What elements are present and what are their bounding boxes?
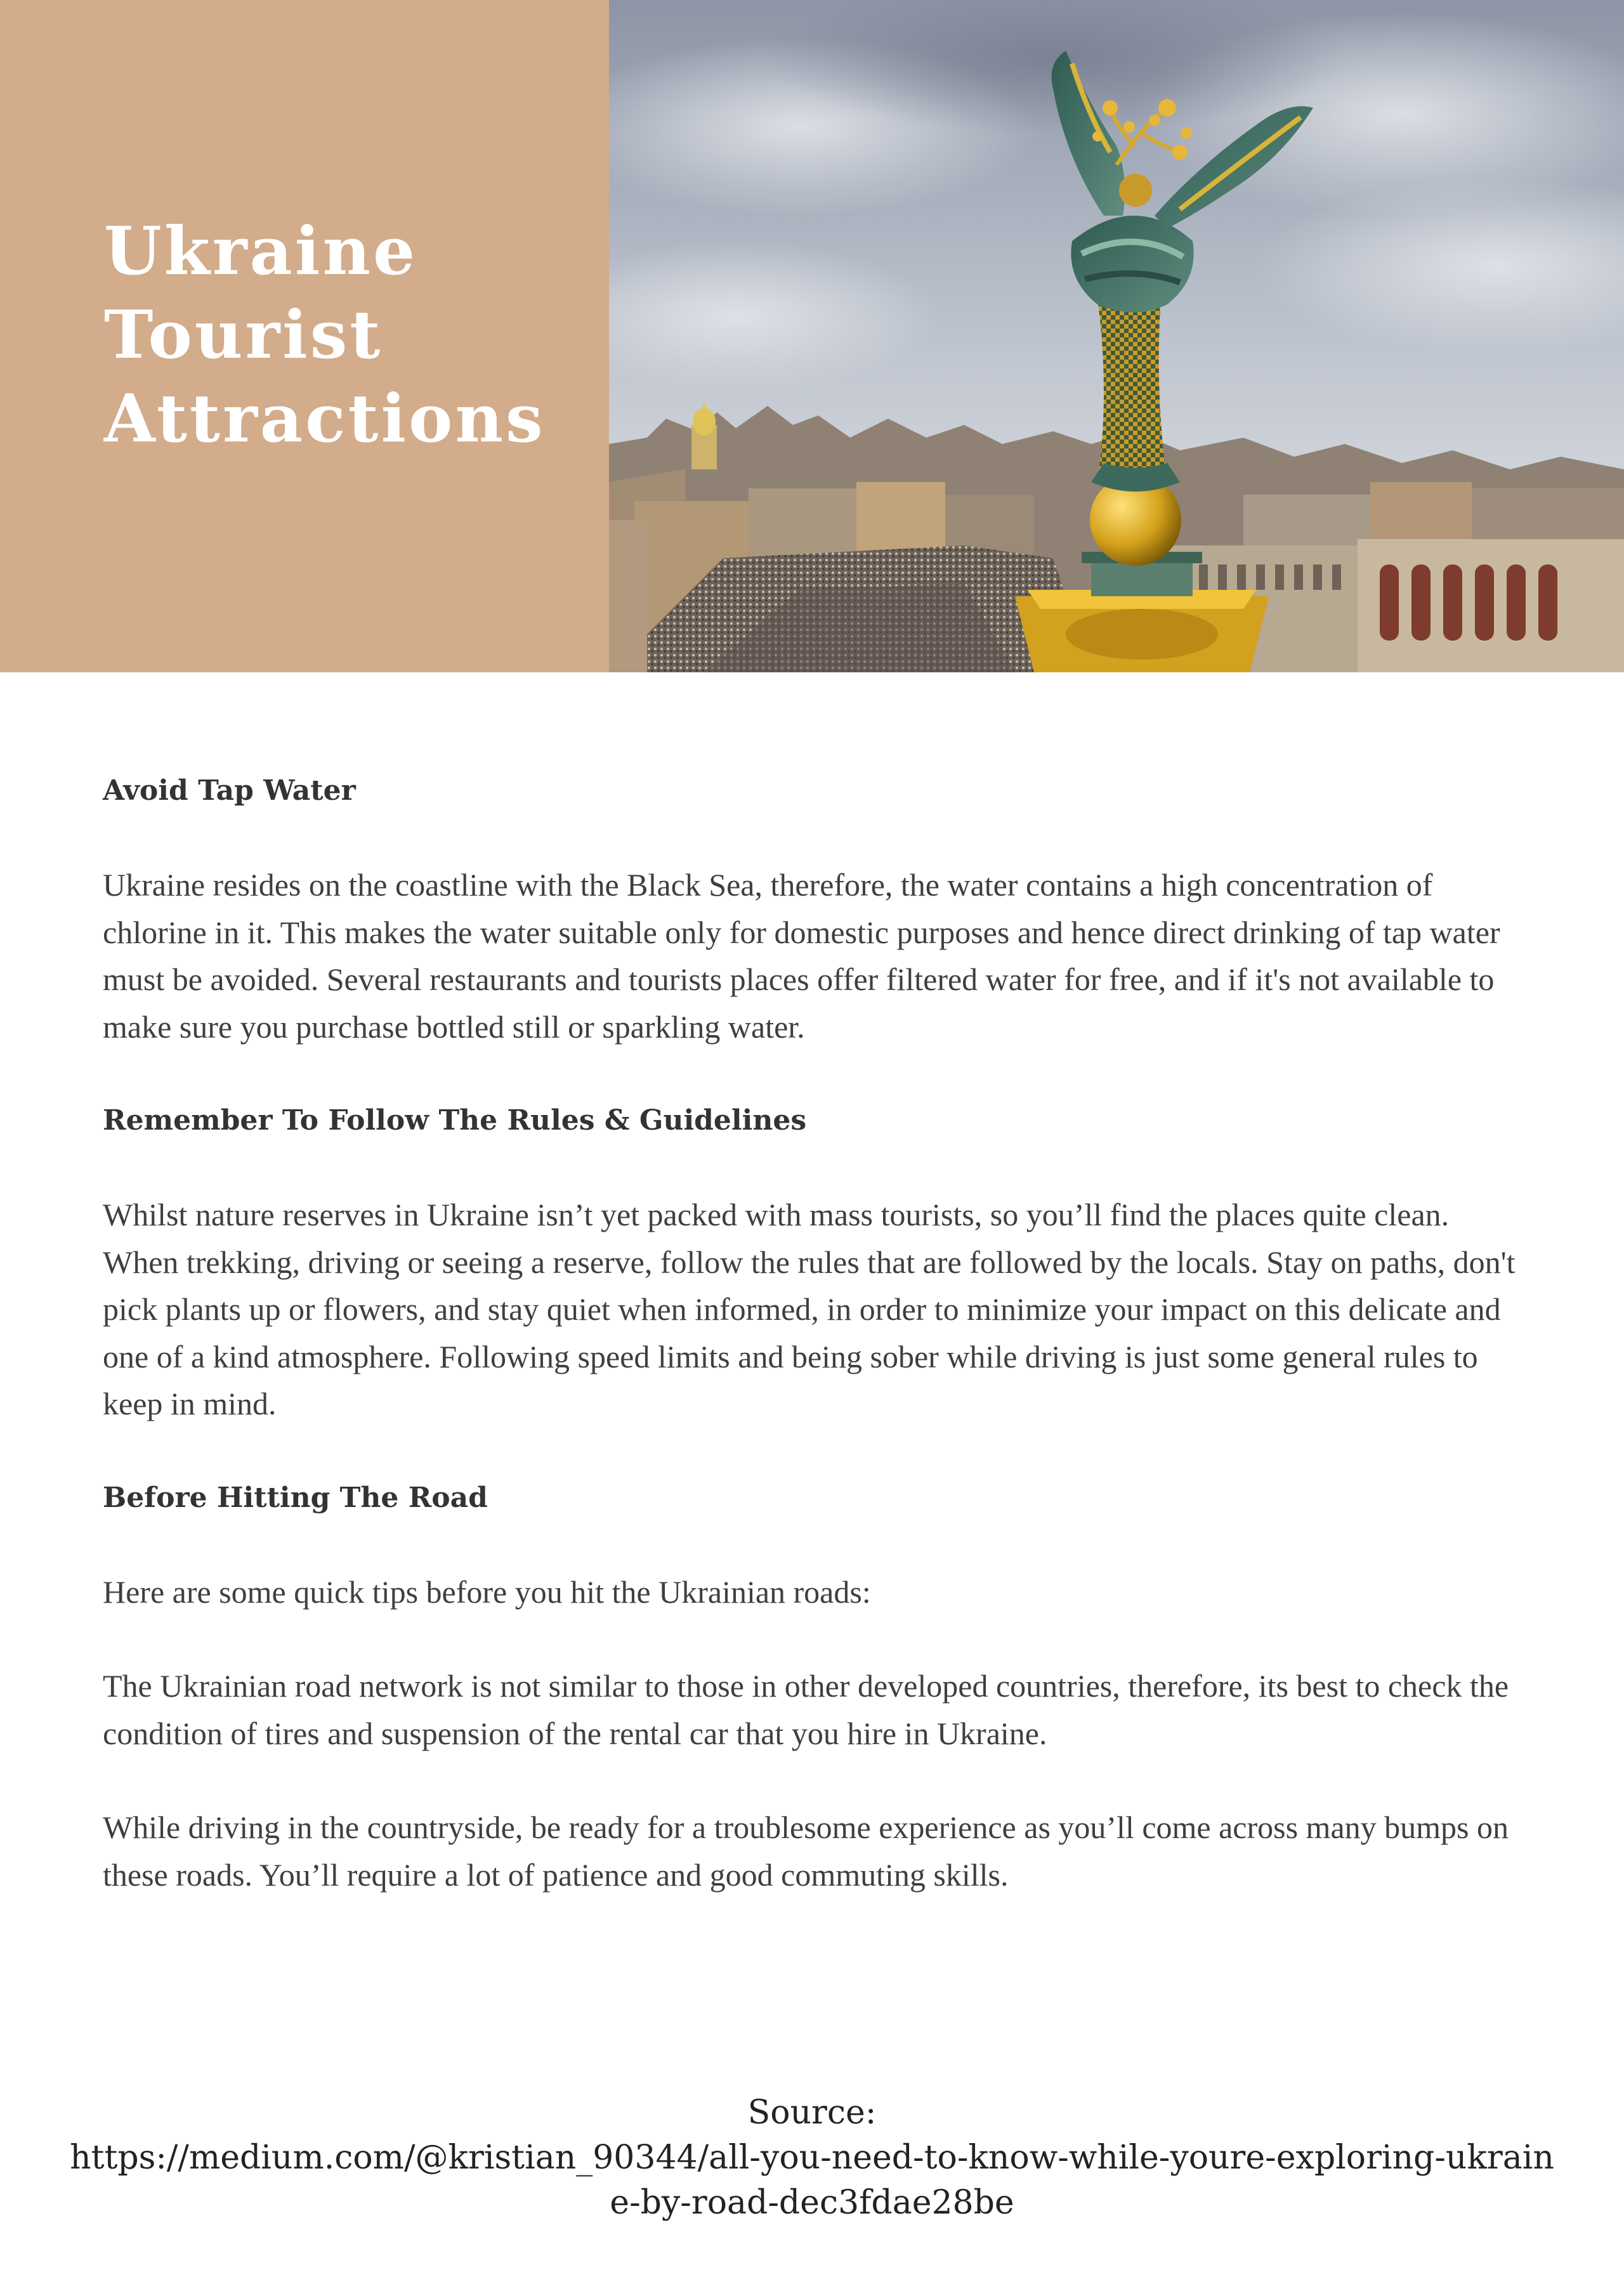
title-panel <box>0 0 609 672</box>
section-heading-rules: Remember To Follow The Rules & Guidelines <box>103 1104 807 1137</box>
source-citation <box>38 2091 1586 2226</box>
section-heading-road: Before Hitting The Road <box>103 1481 488 1514</box>
article-body <box>103 767 1530 1945</box>
title-line-1: Ukraine <box>104 212 418 290</box>
independence-monument-photo <box>609 0 1624 672</box>
title-line-3: Attractions <box>104 379 546 457</box>
page-title <box>104 209 546 460</box>
section-heading-tap-water: Avoid Tap Water <box>103 774 356 807</box>
section-paragraph: The Ukrainian road network is not similar to those in other developed countries, therefore, its best to check the condition of tires and suspension of the rental car that you hire in Ukraine. <box>103 1668 1509 1751</box>
source-url[interactable]: https://medium.com/@kristian_90344/all-you-need-to-know-while-youre-exploring-ukraine-by-road-dec3fdae28be <box>70 2139 1554 2222</box>
section-paragraph: Here are some quick tips before you hit the Ukrainian roads: <box>103 1574 871 1610</box>
header-banner <box>0 0 1624 672</box>
section-paragraph: Ukraine resides on the coastline with the Black Sea, therefore, the water contains a high concentration of chlorine in it. This makes the water suitable only for domestic purposes and hence direct drinking of tap water must be avoided. Several restaurants and tourists places offer filtered water for free, and if it's not available to make sure you purchase bottled still or sparkling water. <box>103 867 1500 1045</box>
section-paragraph: While driving in the countryside, be ready for a troublesome experience as you’ll come across many bumps on these roads. You’ll require a lot of patience and good commuting skills. <box>103 1810 1509 1893</box>
section-paragraph: Whilst nature reserves in Ukraine isn’t yet packed with mass tourists, so you’ll find the places quite clean. When trekking, driving or seeing a reserve, follow the rules that are followed by the locals. Stay on paths, don't pick plants up or flowers, and stay quiet when informed, in order to minimize your impact on this delicate and one of a kind atmosphere. Following speed limits and being sober while driving is just some general rules to keep in mind. <box>103 1197 1516 1421</box>
title-line-2: Tourist <box>104 296 383 374</box>
source-label: Source: <box>747 2094 877 2132</box>
